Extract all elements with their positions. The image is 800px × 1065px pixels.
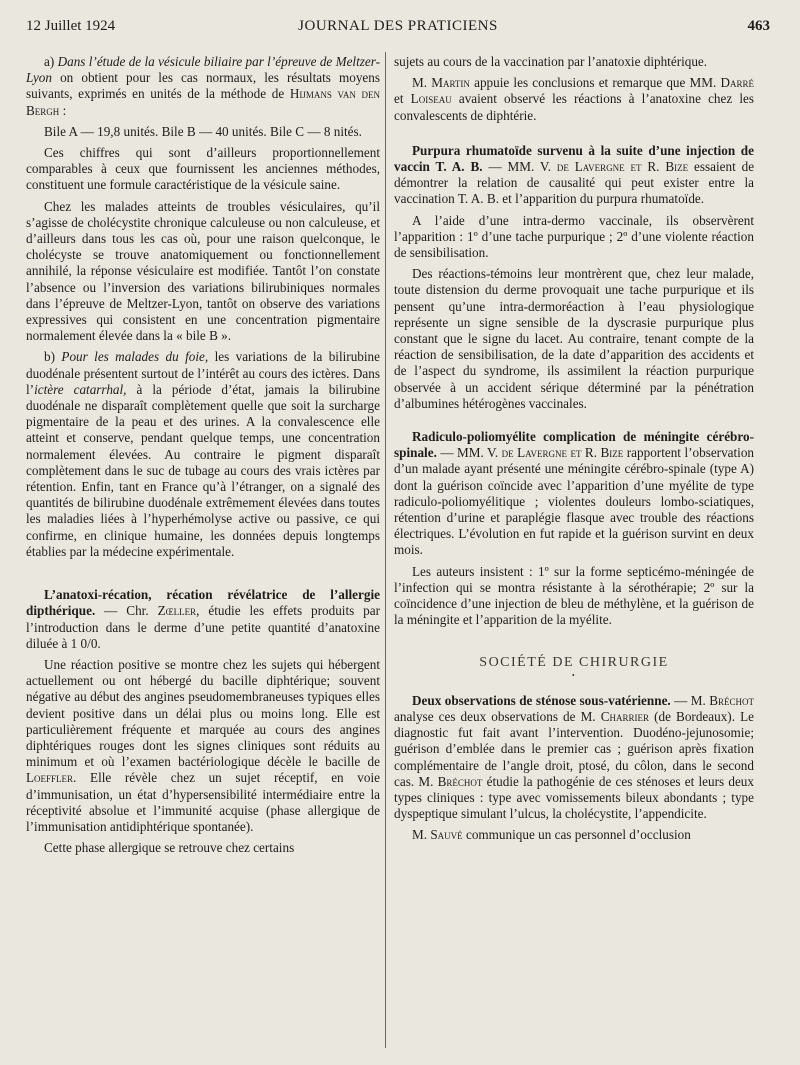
section-gap [394, 129, 754, 143]
ornament-dot: • [571, 670, 577, 680]
author-prefix: — M. [674, 692, 706, 708]
author-name: Martin [431, 75, 470, 91]
author-prefix: — MM. V. [440, 445, 499, 461]
paragraph-text: communique un cas personnel d’occlusion [465, 827, 691, 843]
italic-phrase: Pour les malades du foie, [61, 349, 209, 365]
paragraph-text: analyse ces deux observations de M. [394, 708, 596, 724]
running-header [26, 18, 770, 38]
section-gap [394, 417, 754, 429]
paragraph-text: avaient observé les réactions à l’anatoxine chez les convalescents de diphtérie. [394, 91, 755, 123]
paragraph-text: M. [412, 75, 428, 91]
paragraph-b [26, 349, 380, 560]
paragraph: Ces chiffres qui sont d’ailleurs proportionnellement comparables à ceux que fournissent les anciennes méthodes, constituent une formule caractéristique de la vésicule saine. [26, 145, 380, 193]
author-name: Hijmans van den Bergh [26, 86, 380, 118]
paragraph-text: M. [412, 827, 428, 843]
section-radiculo [394, 429, 754, 559]
item-label: a) [44, 54, 55, 69]
author-name: Darré [720, 75, 755, 91]
paragraph-text: à la période d’état, jamais la bilirubine duodénale ne disparaît complètement quelle que soit la surcharge pigmentaire de la peau et des urines. A la convalescence elle atteint et conserve, pendant quelque temps, une concentration normalement élevées. Au contraire le pigment disparaît complètement dans le suc de tubage au cours des vrais ictères par rétention. Enfin, tant en France qu’à l’étranger, on a signalé des quantités de bilirubine duodénale extrêmement élevées dans toutes les maladies liées à l’hyperhémolyse active ou passive, ce qui confirme, en clinique humaine, les données depuis longtemps établies par la médecine expérimentale. [26, 381, 380, 559]
paragraph-text: Une réaction positive se montre chez les sujets qui hébergent actuellement ou ont hébergé du bacille diphtérique; souvent négative au début des angines pseudomembraneuses typiques elles devient positive dans un délai plus ou moins long. Elle est particulièrement fréquente et marquée au cours des angines diphtériques rouges dont les signes cliniques sont réduits au minimum et où l’examen bactériologique décèle le bacille de [26, 656, 380, 770]
page-number: 463 [747, 18, 770, 34]
header-date: 12 Juillet 1924 [26, 18, 116, 34]
left-column [26, 54, 380, 861]
section-title: Deux observations de sténose sous-vatérienne. [412, 692, 671, 708]
paragraph [26, 657, 380, 835]
bile-values: Bile A — 19,8 unités. Bile B — 40 unités. Bile C — 8 nités. [44, 123, 362, 139]
section-stenose [394, 693, 754, 823]
paragraph-text: rapportent l’observation d’un malade ayant présenté une méningite cérébro-spinale (type A) dont la guérison coïncide avec l’apparition d’une myélite de type radiculo-poliomyélitique ; violentes douleurs lombo-sciatiques, rétention d’urine et paraplégie flasque avec trouble des réactions électriques. L’évolution en fut rapide et la guérison survint en deux mois. [394, 445, 755, 558]
paragraph-text: Elle révèle chez un sujet réceptif, en voie d’immunisation, un état d’hypersensibilité intermédiaire entre la réceptivité absolue et l’immunité acquise (phase allergique de l’immunisation antidiphtérique spontanée). [26, 770, 381, 834]
journal-title: JOURNAL DES PRATICIENS [298, 18, 498, 34]
paragraph-a [26, 54, 380, 119]
society-heading [394, 655, 754, 679]
author-name: Loeffler. [26, 770, 77, 786]
author-name: Sauvé [430, 827, 463, 843]
paragraph: Chez les malades atteints de troubles vésiculaires, qu’il s’agisse de cholécystite chronique calculeuse ou non calculeuse, et d’ailleurs dans tous les cas où, pour une raison quelconque, le cholécyste se trouve anatomiquement ou fonctionnellement annihilé, la réponse vésiculaire est modifiée. Tantôt l’on constate l’absence ou l’inversion des variations bilirubiniques normales dans l’épreuve de Meltzer-Lyon, tantôt on observe des variations expressives qui consistent en une concentration pigmentaire normalement élevée dans la « bile B ». [26, 198, 380, 344]
right-column [394, 54, 754, 849]
paragraph-text: étudie les effets produits par l’introduction dans le derme d’une petite quantité d’anatoxine diluée à 1 0/0. [26, 603, 381, 651]
paragraph-text: (de Bordeaux). Le diagnostic fut fait avant l’intervention. Duodéno-jejunosomie; guérison d’emblée dans le premier cas ; guérison après fixation complémentaire de l’angle droit, ptosé, du côlon, dans le second cas. M. [394, 708, 754, 789]
author-name: Bréchot [709, 692, 755, 708]
section-anatoxi [26, 587, 380, 652]
society-title: SOCIÉTÉ DE CHIRURGIE [479, 654, 669, 670]
paragraph-text: et [394, 91, 404, 107]
paragraph [394, 827, 754, 843]
paragraph-text: les variations de la bilirubine duodénale présentent surtout de l’intérêt au cours des ictères. Dans l’ [26, 349, 380, 397]
item-label: b) [44, 349, 55, 365]
punctuation: : [62, 102, 67, 118]
author-name: de Lavergne et R. Bize [501, 445, 624, 461]
section-title: Purpura rhumatoïde survenu à la suite d’une injection de vaccin T. A. B. [394, 142, 754, 175]
section-purpura [394, 143, 754, 208]
paragraph [394, 75, 754, 124]
author-name: de Lavergne et R. Bize [556, 159, 689, 175]
paragraph: sujets au cours de la vaccination par l’anatoxie diphtérique. [394, 54, 708, 69]
author-name: Zœller, [157, 603, 200, 619]
column-divider [385, 52, 386, 1048]
paragraph: A l’aide d’une intra-dermo vaccinale, ils observèrent l’apparition : 1º d’une tache purpurique ; 2º d’une violente réaction de sensibilisation. [394, 212, 754, 261]
paragraph-text: essaient de démontrer la relation de causalité qui peut exister entre la vaccination T. A. B. et l’apparition du purpura rhumatoïde. [394, 159, 755, 207]
author-name: Loiseau [410, 91, 452, 107]
paragraph-text: appuie les conclusions et remarque que MM. [474, 75, 717, 91]
section-title: L’anatoxi-récation, récation révélatrice de l’allergie dipthérique. [26, 587, 380, 619]
paragraph: Des réactions-témoins leur montrèrent que, chez leur malade, toute distension du derme provoquait une tache purpurique et ils pensent qu’une intra-dermoréaction à l’eau physiologique représente un signe sensible de la dyscrasie purpurique plus constant que le signe du lacet. Au contraire, tenant compte de la réaction de sensibilisation, de la date d’apparition des accidents et de l’aspect du syndrome, ils assimilent la réaction purpurique observée à un accident sérique déterminé par la pénétration d’albumines hétérogènes vaccinales. [394, 266, 754, 411]
paragraph-text: on obtient pour les cas normaux, les résultats moyens suivants, exprimés en unités de la méthode de [26, 70, 381, 102]
author-name: Bréchot [437, 773, 483, 789]
paragraph: Les auteurs insistent : 1º sur la forme septicémo-méningée de l’infection qui se montra résistante à la sérothérapie; 2º sur la coïncidence d’une injection de bleu de méthylène, et la guérison de la méningite et l’apparition de la myélite. [394, 563, 754, 628]
italic-phrase: ictère catarrhal, [34, 381, 127, 397]
paragraph: Cette phase allergique se retrouve chez certains [44, 840, 295, 856]
author-prefix: — MM. V. [488, 159, 551, 175]
italic-phrase: Dans l’étude de la vésicule biliaire par l’épreuve de Meltzer-Lyon [26, 54, 381, 86]
section-gap [26, 565, 380, 587]
author-prefix: — Chr. [104, 603, 149, 619]
section-title: Radiculo-poliomyélite complication de méningite cérébro-spinale. [394, 429, 754, 461]
author-name: Charrier [600, 708, 650, 724]
paragraph-text: étudie la pathogénie de ces sténoses et leurs deux types cliniques : type avec vomissements bileux abondants ; type dyspeptique simulant l’ulcus, la cholécystite, l’appendicite. [394, 773, 754, 822]
